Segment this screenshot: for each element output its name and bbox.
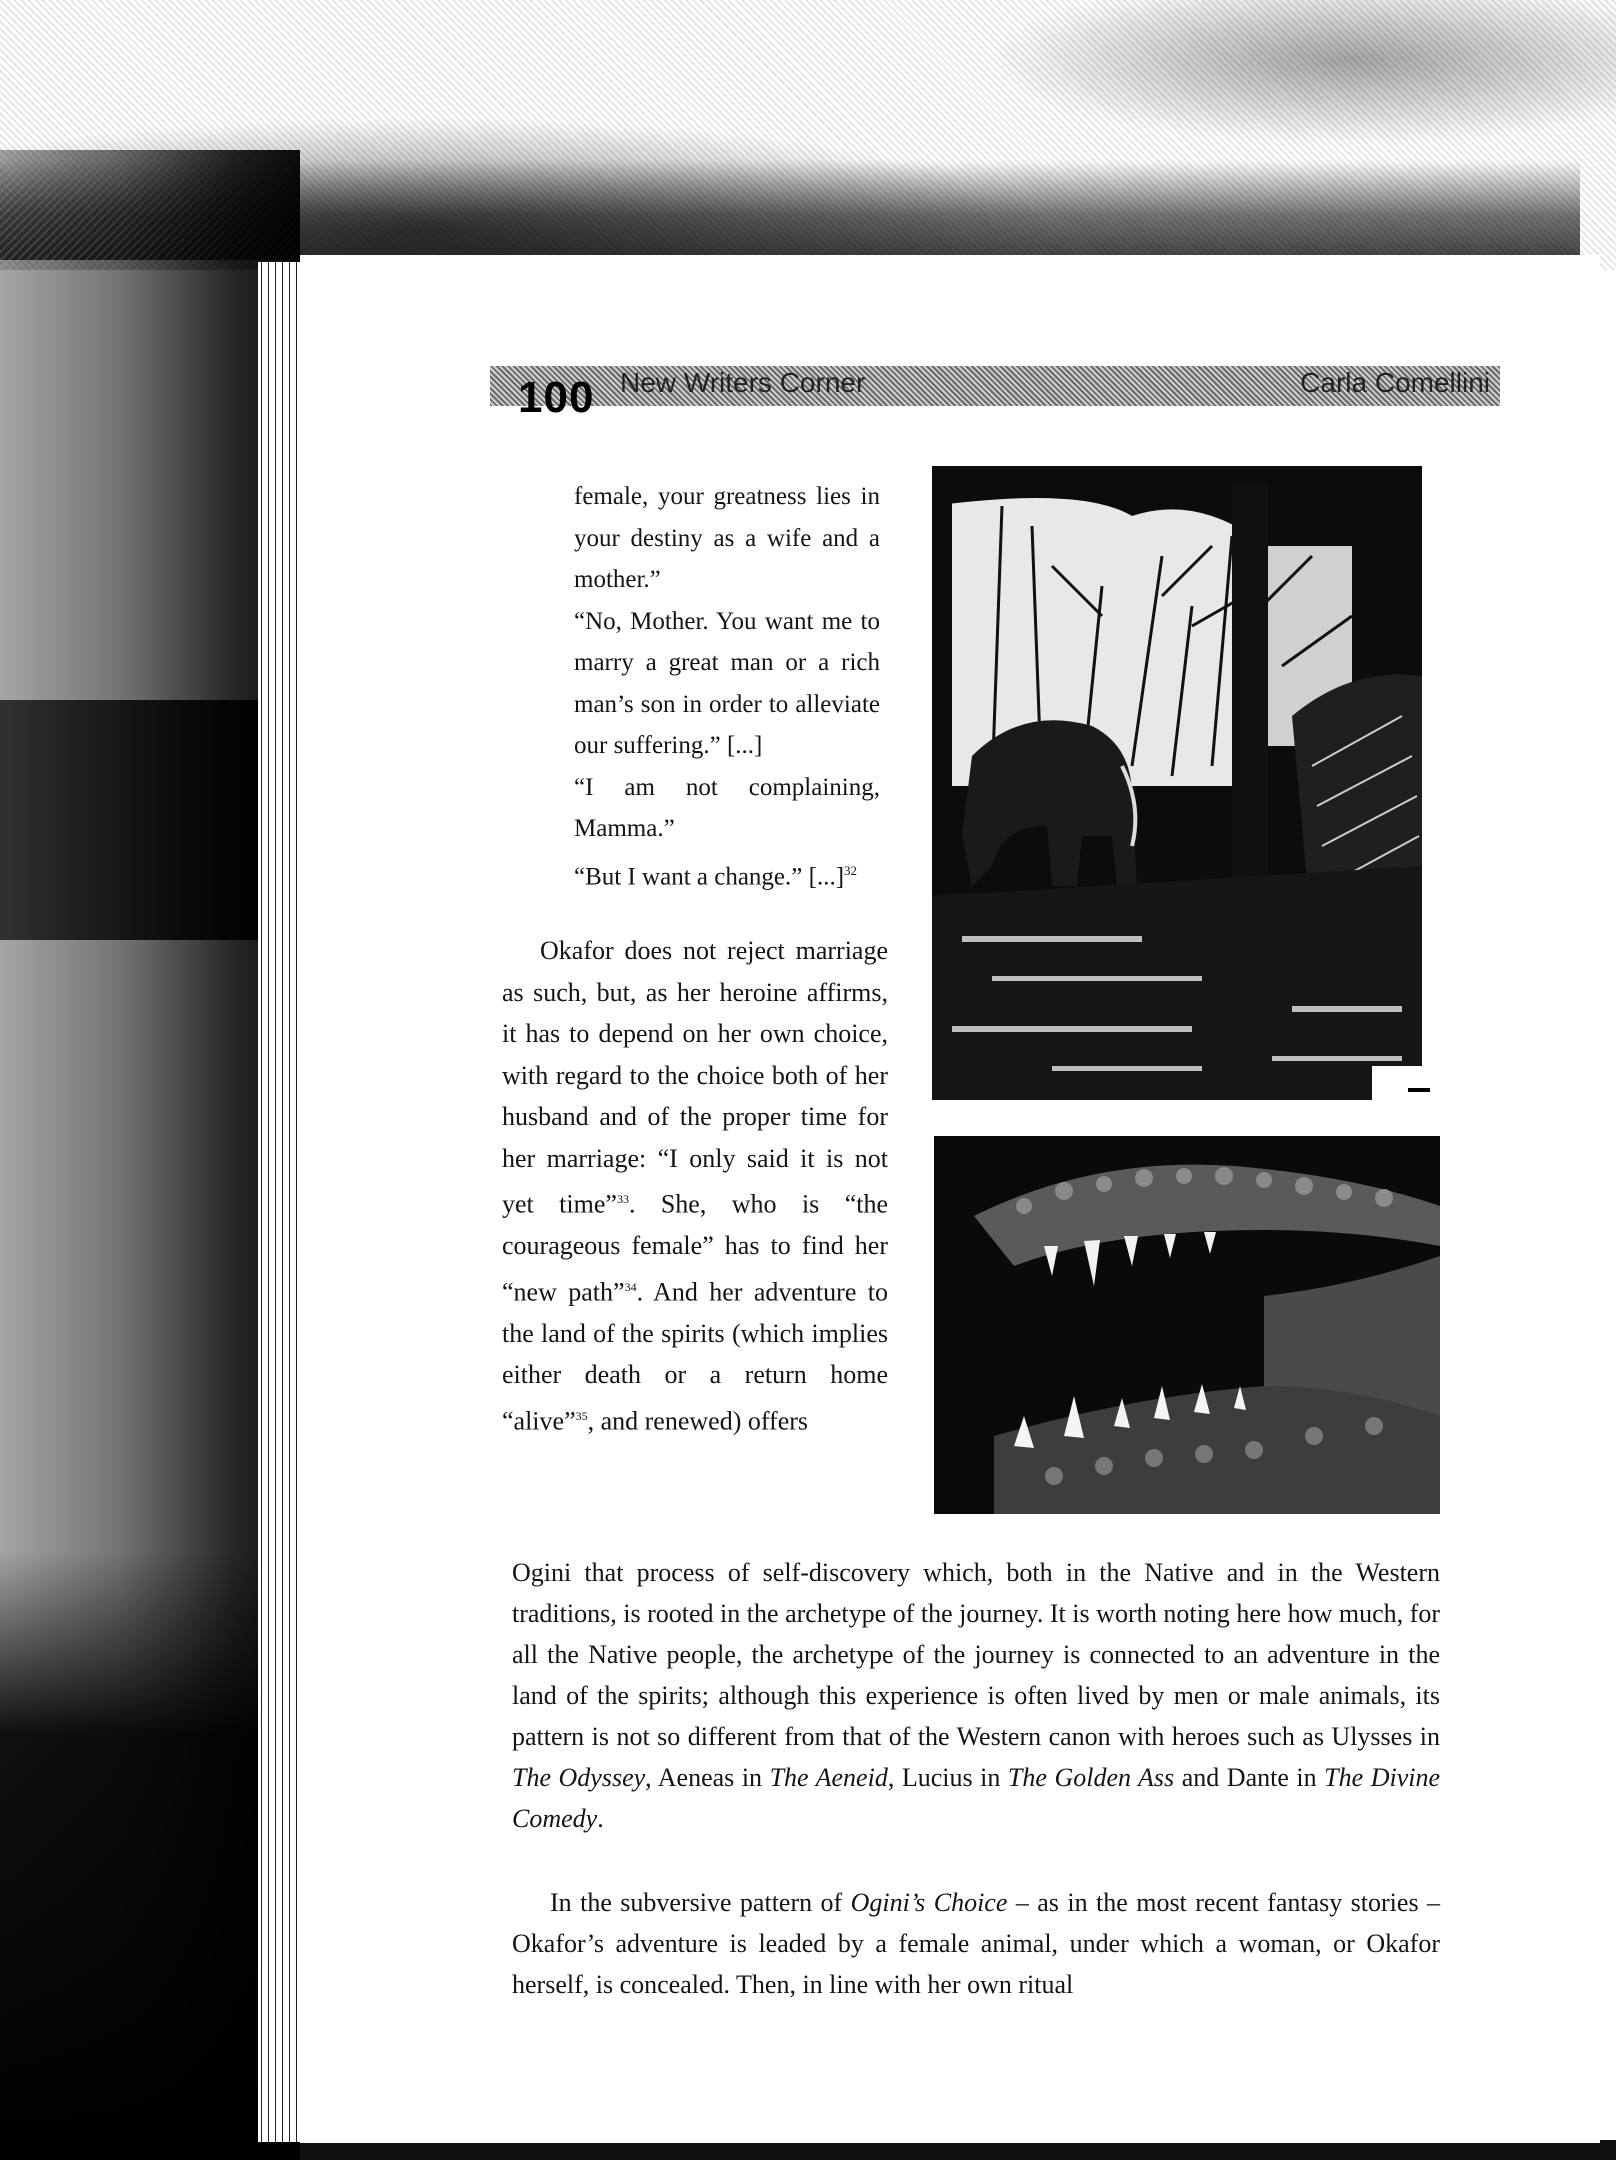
crocodile-illustration — [934, 1136, 1440, 1514]
running-header-title: New Writers Corner — [620, 367, 866, 398]
quote-text: “But I want a change.” [...] — [574, 862, 845, 890]
paragraph-text: , and renewed) offers — [587, 1406, 809, 1436]
book-title: The Divine Comedy — [512, 1763, 1440, 1833]
paragraph-text: , Aeneas in — [645, 1763, 770, 1792]
quote-line — [574, 850, 880, 898]
paragraph-text: and Dante in — [1174, 1763, 1325, 1792]
footnote-ref: 33 — [616, 1192, 629, 1206]
book-title: The Aeneid — [769, 1763, 888, 1792]
body-paragraph — [502, 930, 888, 1442]
elephant-photo — [932, 466, 1422, 1100]
paragraph-text: . And her adventure to the land of the spirits (which implies either death or a return home “alive” — [502, 1277, 888, 1436]
scan-shadow-bottom — [300, 2140, 1616, 2160]
scan-shadow-left-band — [0, 700, 300, 940]
book-page-edges — [258, 262, 304, 2142]
footnote-ref: 34 — [624, 1279, 637, 1294]
running-header-author: Carla Comellini — [1300, 367, 1490, 398]
paragraph-text: In the subversive pattern of — [550, 1888, 851, 1917]
page-number: 100 — [518, 373, 595, 422]
book-title: The Golden Ass — [1007, 1763, 1175, 1792]
body-paragraph-continuation — [512, 1552, 1440, 1839]
paragraph-text: . She, who is “the courageous female” has to find her “new path” — [502, 1189, 889, 1307]
crocodile-jaws-photo — [934, 1136, 1440, 1514]
footnote-ref: 32 — [844, 862, 858, 878]
paragraph-text: . — [597, 1804, 604, 1833]
image-mark — [1408, 1088, 1430, 1092]
dialogue-quote — [574, 476, 880, 897]
quote-line: “No, Mother. You want me to marry a great man or a rich man’s son in order to alleviate our suffering.” [...] — [574, 607, 880, 759]
book-title: The Odyssey — [512, 1763, 646, 1792]
footnote-ref: 35 — [575, 1408, 588, 1423]
paragraph-text: Okafor does not reject marriage as such, but, as her heroine affirms, it has to depend on her own choice, with regard to the choice both of her husband and of the proper time for her marriage: “I only said it is not yet time” — [502, 936, 888, 1219]
paragraph-text: Ogini that process of self-discovery which, both in the Native and in the Western traditions, is rooted in the archetype of the journey. It is worth noting here how much, for all the Native people, the archetype of the journey is connected to an adventure in the land of the spirits; although this experience is often lived by men or male animals, its pattern is not so different from that of the Western canon with heroes such as Ulysses in — [512, 1558, 1440, 1751]
book-title: Ogini’s Choice — [850, 1888, 1008, 1917]
elephant-illustration — [932, 466, 1422, 1100]
quote-line: female, your greatness lies in your destiny as a wife and a mother.” — [574, 483, 880, 593]
paragraph-text: – as in the most recent fantasy stories – Okafor’s adventure is leaded by a female animal, under which a woman, or Okafor herself, is concealed. Then, in line with her own ritual — [512, 1888, 1440, 1999]
quote-line: “I am not complaining, Mamma.” — [574, 773, 880, 842]
body-paragraph — [512, 1882, 1440, 2005]
paragraph-text: , Lucius in — [887, 1763, 1008, 1792]
